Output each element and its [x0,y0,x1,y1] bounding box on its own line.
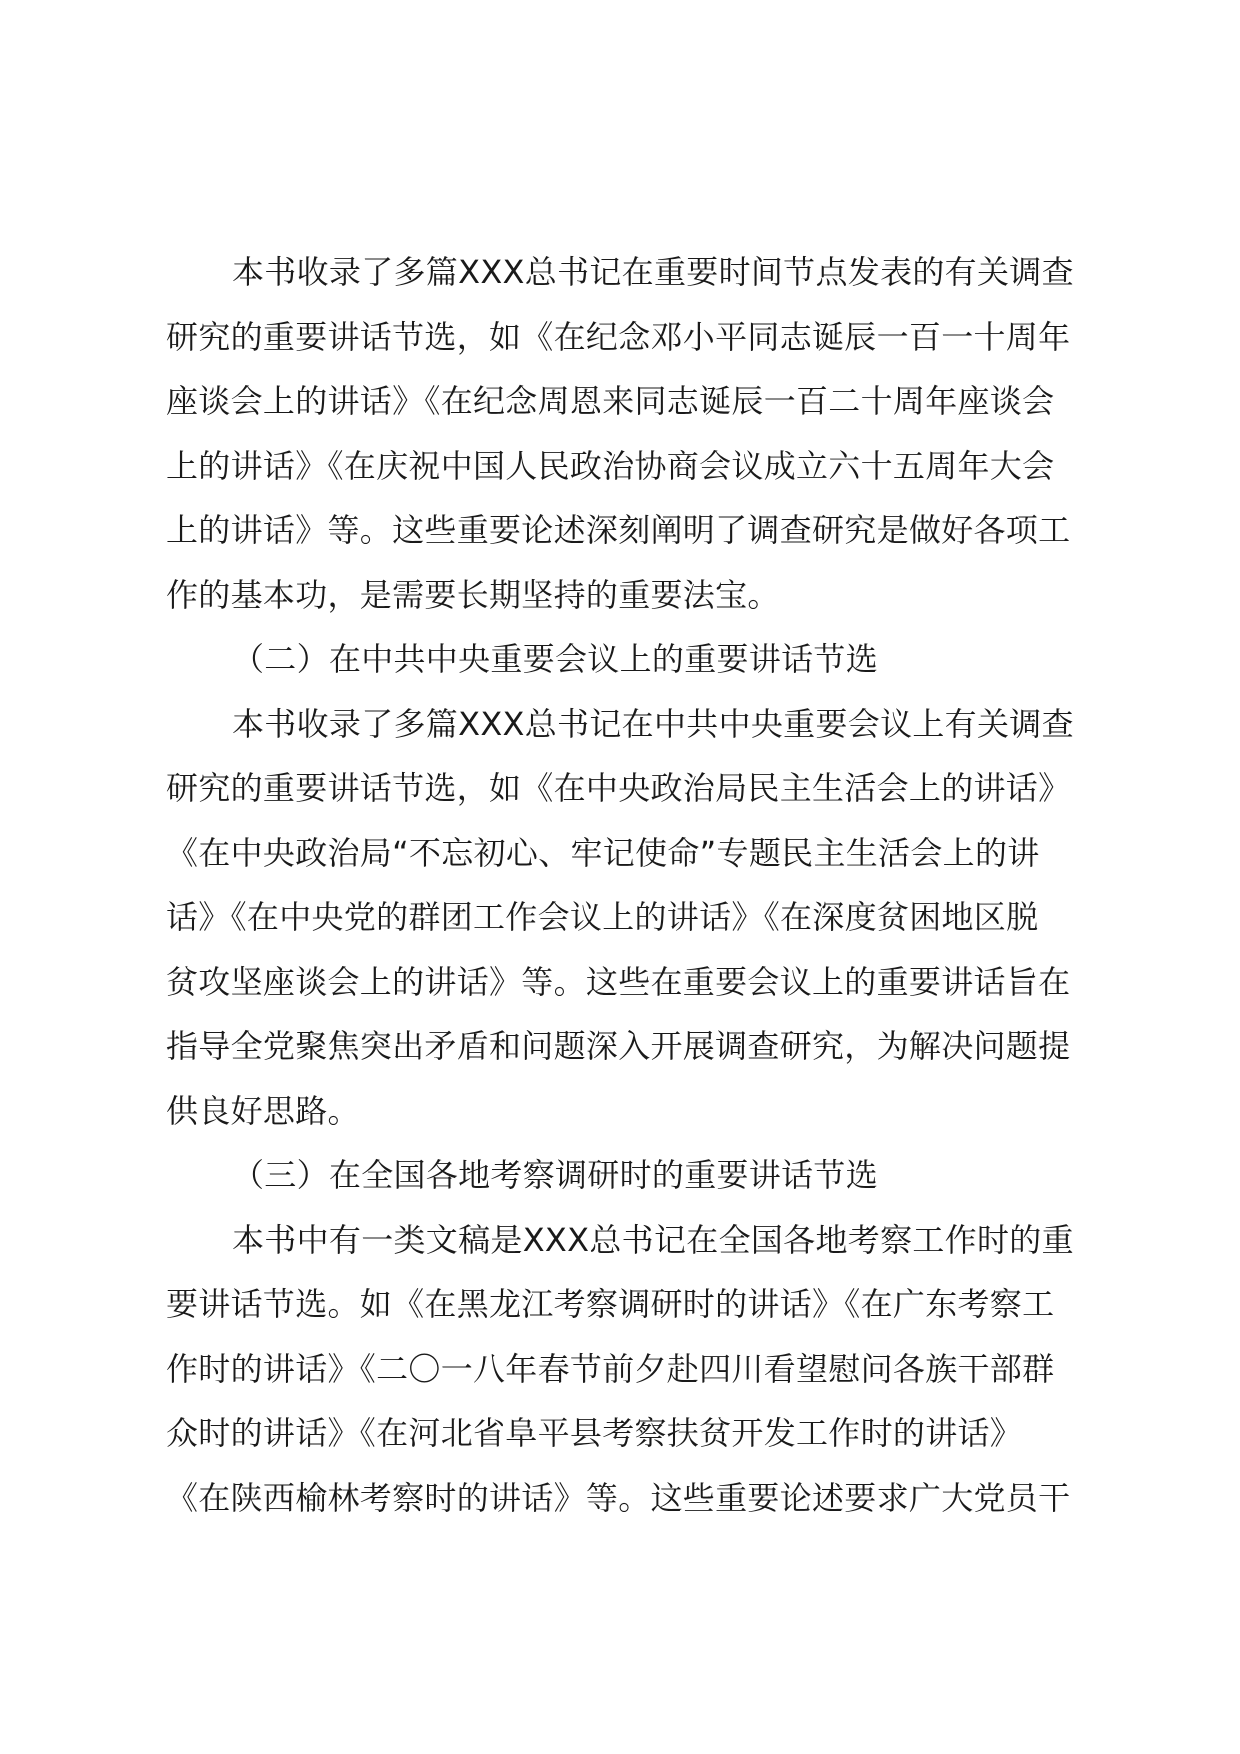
text-line: 作的基本功，是需要长期坚持的重要法宝。 [166,575,780,614]
text-line: 《在陕西榆林考察时的讲话》等。这些重要论述要求广大党员干 [166,1478,1071,1517]
text-line: 话》《在中央党的群团工作会议上的讲话》《在深度贫困地区脱 [166,898,1039,936]
text-line: 供良好思路。 [166,1091,360,1130]
section-heading-3 [166,1143,1096,1208]
text-line: 上的讲话》《在庆祝中国人民政治协商会议成立六十五周年大会 [166,446,1055,485]
heading-line: （三）在全国各地考察调研时的重要讲话节选 [232,1156,879,1194]
text-line: 上的讲话》等。这些重要论述深刻阐明了调查研究是做好各项工 [166,511,1071,549]
text-line: 本书收录了多篇XXX总书记在重要时间节点发表的有关调查 [232,253,1074,291]
text-line: 研究的重要讲话节选，如《在纪念邓小平同志诞辰一百一十周年 [166,317,1071,356]
paragraph-central-meetings [166,692,1096,1144]
document-body [166,240,1096,1530]
text-line: 本书收录了多篇XXX总书记在中共中央重要会议上有关调查 [232,704,1074,743]
heading-line: （二）在中共中央重要会议上的重要讲话节选 [232,640,879,678]
text-line: 研究的重要讲话节选，如《在中央政治局民主生活会上的讲话》 [166,769,1071,807]
section-heading-2 [166,627,1096,692]
paragraph-inspection-tours [166,1208,1096,1531]
text-line: 作时的讲话》《二〇一八年春节前夕赴四川看望慰问各族干部群 [166,1349,1055,1388]
text-line: 众时的讲话》《在河北省阜平县考察扶贫开发工作时的讲话》 [166,1414,1023,1452]
text-line: 指导全党聚焦突出矛盾和问题深入开展调查研究，为解决问题提 [166,1027,1071,1065]
text-line: 要讲话节选。如《在黑龙江考察调研时的讲话》《在广东考察工 [166,1285,1055,1323]
text-line: 座谈会上的讲话》《在纪念周恩来同志诞辰一百二十周年座谈会 [166,382,1055,420]
paragraph-time-nodes [166,240,1096,627]
text-line: 《在中央政治局“不忘初心、牢记使命”专题民主生活会上的讲 [166,833,1040,872]
text-line: 贫攻坚座谈会上的讲话》等。这些在重要会议上的重要讲话旨在 [166,962,1071,1001]
text-line: 本书中有一类文稿是XXX总书记在全国各地考察工作时的重 [232,1220,1074,1259]
